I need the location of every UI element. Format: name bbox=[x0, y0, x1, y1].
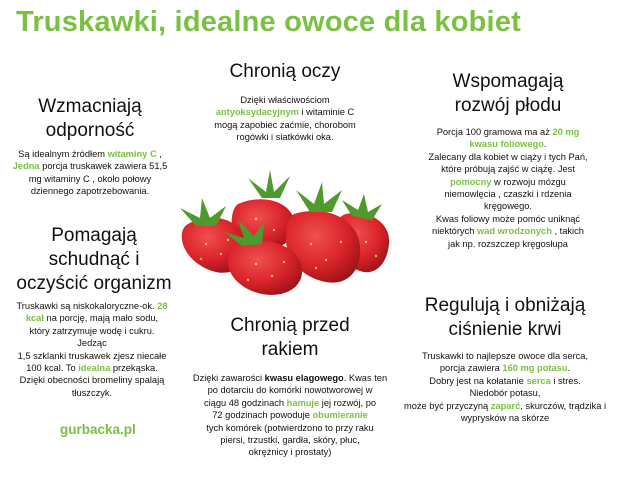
heading-fetus: Wspomagają rozwój płodu bbox=[452, 71, 564, 116]
page-title: Truskawki, idealne owoce dla kobiet bbox=[16, 6, 521, 38]
heading-immunity: Wzmacniają odporność bbox=[38, 96, 142, 141]
site-link[interactable]: gurbacka.pl bbox=[60, 422, 136, 437]
heading-weight: Pomagają schudnąć i oczyścić organizm bbox=[16, 225, 172, 294]
heading-eyes: Chronią oczy bbox=[229, 61, 341, 82]
text-immunity: Są idealnym źródłem witaminy C , Jedna porcja truskawek zawiera 51,5 mg witaminy C , około połowy dziennego zapotrzebowania. bbox=[12, 149, 168, 197]
heading-cancer: Chronią przed rakiem bbox=[230, 315, 350, 360]
text-cancer: Dzięki zawarości kwasu elagowego. Kwas ten po dotarciu do komórki nowotworowej w ciągu 48 godzinach hamuje jej rozwój, po 72 godzinach powoduje obumieranie tych komórek (potwierdzono to przy raku piersi, trzustki, gardła, skóry, płuc, okrężnicy i prostaty) bbox=[192, 373, 388, 458]
strawberries-icon bbox=[176, 164, 398, 300]
heading-pressure: Regulują i obniżają ciśnienie krwi bbox=[424, 295, 586, 340]
text-eyes: Dzięki właściwościom antyoksydacyjnym i witaminie C mogą zapobiec zaćmie, chorobom rogówki i siatkówki oka. bbox=[214, 95, 356, 143]
text-pressure: Truskawki to najlepsze owoce dla serca, porcja zawiera 160 mg potasu. Dobry jest na kołatanie serca i stres. Niedobór potasu, może być przyczyną zaparć, skurczów, trądzika i wyprysków na skórze bbox=[403, 351, 607, 424]
strawberries-image bbox=[176, 164, 398, 300]
text-weight: Truskawki są niskokaloryczne-ok. 28 kcal na porcję, mają mało sodu, który zatrzymuje wodę i cukru. Jedząc 1,5 szklanki truskawek zjesz niecałe 100 kcal. To idealna przekąska. Dzięki obecności bromeliny spalają tłuszczyk. bbox=[16, 301, 168, 398]
text-fetus: Porcja 100 gramowa ma aż 20 mg kwasu foliowego. Zalecany dla kobiet w ciąży i tych Pań, które próbują zajść w ciążę. Jest pomocny w rozwoju mózgu niemowlęcia , czaszki i rdzenia kręgowego. Kwas foliowy może pomóc uniknąć niektórych wad wrodzonych , takich jak np. rozszczep kręgosłupa bbox=[428, 127, 588, 249]
